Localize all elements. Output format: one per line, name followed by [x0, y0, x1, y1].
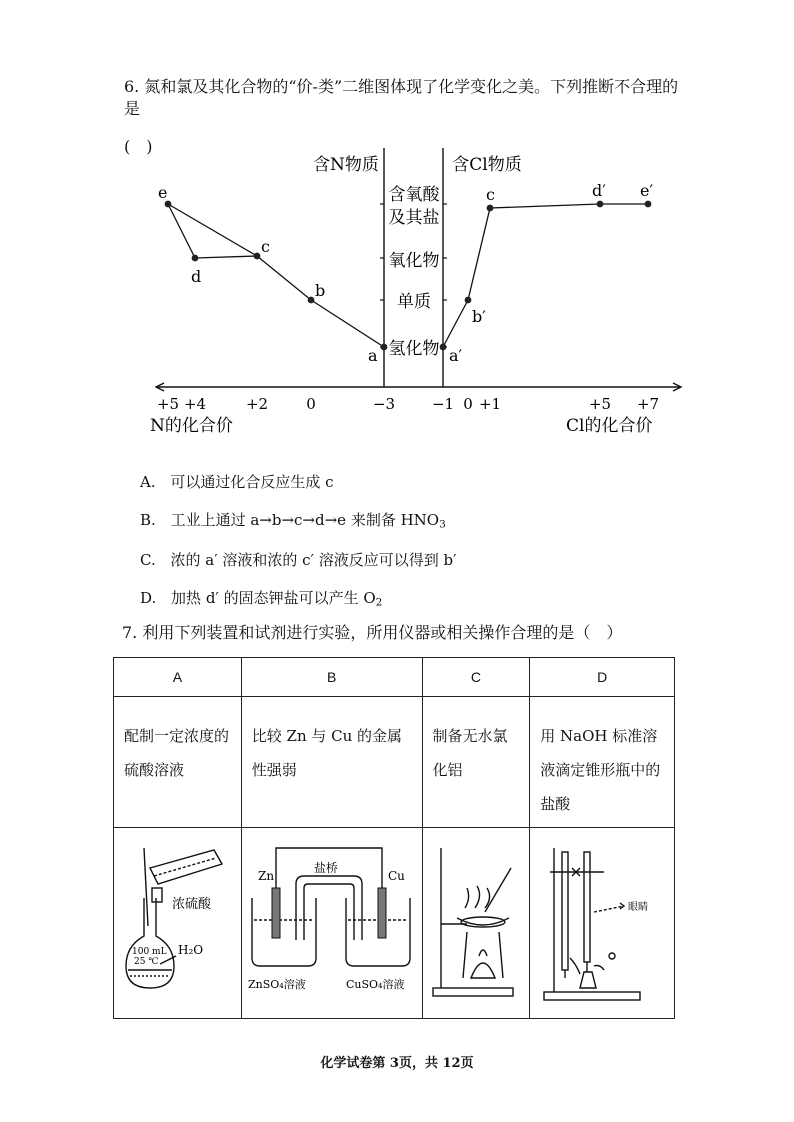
- x-tick-label: +2: [245, 395, 269, 413]
- y-category-label: 氧化物: [388, 251, 440, 271]
- data-point: [465, 297, 472, 304]
- x-tick-label: −3: [372, 395, 396, 413]
- option-text: 加热 d′ 的固态钾盐可以产生 O: [171, 589, 376, 607]
- left-panel-title: 含N物质: [313, 155, 379, 175]
- option-text: 工业上通过 a→b→c→d→e 来制备 HNO: [170, 511, 440, 529]
- connector-line: [443, 300, 468, 347]
- volumetric-flask-figure: [114, 828, 240, 1014]
- data-point: [597, 201, 604, 208]
- x-tick-label: 0: [463, 395, 473, 413]
- x-tick-label: −1: [431, 395, 455, 413]
- desc-a: 配制一定浓度的硫酸溶液: [124, 727, 230, 779]
- figure-b-cell: [241, 828, 422, 1019]
- header-d: D: [530, 658, 675, 697]
- cuso4-label: CuSO₄溶液: [345, 978, 405, 991]
- data-point: [381, 344, 388, 351]
- chart-labels: [150, 155, 659, 436]
- data-point: [254, 253, 261, 260]
- figure-c-cell: [422, 828, 530, 1019]
- figure-d-cell: [530, 828, 675, 1019]
- header-a: A: [114, 658, 242, 697]
- point-label: e′: [640, 181, 654, 200]
- point-label: e: [158, 183, 168, 202]
- eye-label: 眼睛: [628, 902, 649, 913]
- right-axis-label: Cl的化合价: [566, 416, 653, 436]
- connector-line: [195, 256, 257, 258]
- point-label: c: [261, 237, 270, 256]
- data-point: [192, 255, 199, 262]
- x-tick-label: +1: [478, 395, 502, 413]
- salt-bridge-label: 盐桥: [313, 861, 338, 875]
- water-label: H₂O: [178, 943, 204, 957]
- x-tick-label: +4: [183, 395, 207, 413]
- option-c[interactable]: [140, 550, 457, 570]
- page-footer: 化学试卷第 3页，共 12页: [320, 1056, 474, 1071]
- point-label: d: [191, 267, 202, 286]
- option-a[interactable]: [140, 472, 334, 492]
- valence-class-chart: [0, 140, 794, 450]
- subscript: 3: [439, 518, 446, 531]
- data-point: [645, 201, 652, 208]
- desc-b: 比较 Zn 与 Cu 的金属性强弱: [251, 727, 403, 779]
- y-category-label: 及其盐: [388, 208, 440, 228]
- header-b: B: [241, 658, 422, 697]
- point-label: a: [368, 346, 378, 365]
- point-label: c: [486, 185, 495, 204]
- evaporation-figure: [423, 828, 529, 1014]
- option-letter: A.: [140, 473, 156, 491]
- figure-a-cell: [114, 828, 242, 1019]
- zn-label: Zn: [257, 869, 274, 883]
- connector-line: [311, 300, 384, 347]
- point-label: b: [315, 281, 326, 300]
- subscript: 2: [375, 596, 383, 609]
- question6-text: 6. 氮和氯及其化合物的“价-类”二维图体现了化学变化之美。下列推断不合理的是: [124, 77, 679, 118]
- header-c: C: [422, 658, 530, 697]
- x-tick-label: +5: [588, 395, 612, 413]
- znso4-label: ZnSO₄溶液: [247, 978, 306, 991]
- option-letter: C.: [140, 551, 156, 569]
- desc-c: 制备无水氯化铝: [432, 727, 508, 779]
- data-point: [487, 205, 494, 212]
- answer-paren: ( ): [124, 137, 153, 156]
- right-panel-title: 含Cl物质: [452, 155, 522, 175]
- option-d[interactable]: [140, 588, 382, 613]
- x-tick-label: +7: [636, 395, 660, 413]
- galvanic-cell-figure: [242, 828, 421, 1014]
- option-text: 浓的 a′ 溶液和浓的 c′ 溶液反应可以得到 b′: [170, 551, 457, 569]
- question7-stem: 7. 利用下列装置和试剂进行实验，所用仪器或相关操作合理的是（ ）: [122, 623, 623, 642]
- left-axis-label: N的化合价: [150, 416, 233, 436]
- option-b[interactable]: [140, 510, 446, 535]
- titration-figure: [530, 828, 673, 1014]
- option-text: 可以通过化合反应生成 c: [170, 473, 334, 491]
- data-point: [440, 344, 447, 351]
- y-category-label: 单质: [397, 292, 431, 312]
- x-tick-label: 0: [306, 395, 316, 413]
- x-tick-label: +5: [156, 395, 180, 413]
- point-label: a′: [449, 346, 463, 365]
- data-point: [308, 297, 315, 304]
- flask-temp: 25 ℃: [134, 957, 159, 967]
- acid-label: 浓硫酸: [172, 897, 212, 912]
- point-label: d′: [592, 181, 606, 200]
- connector-line: [468, 208, 490, 300]
- connector-line: [490, 204, 600, 208]
- flask-volume: 100 mL: [132, 947, 167, 957]
- connector-line: [257, 256, 311, 300]
- desc-d: 用 NaOH 标准溶液滴定锥形瓶中的盐酸: [540, 727, 661, 813]
- option-letter: B.: [140, 511, 156, 529]
- point-label: b′: [472, 307, 486, 326]
- y-category-label: 氢化物: [388, 339, 440, 359]
- y-category-label: 含氧酸: [388, 185, 440, 205]
- apparatus-table: [113, 657, 675, 1019]
- cu-label: Cu: [387, 869, 405, 883]
- option-letter: D.: [140, 589, 157, 607]
